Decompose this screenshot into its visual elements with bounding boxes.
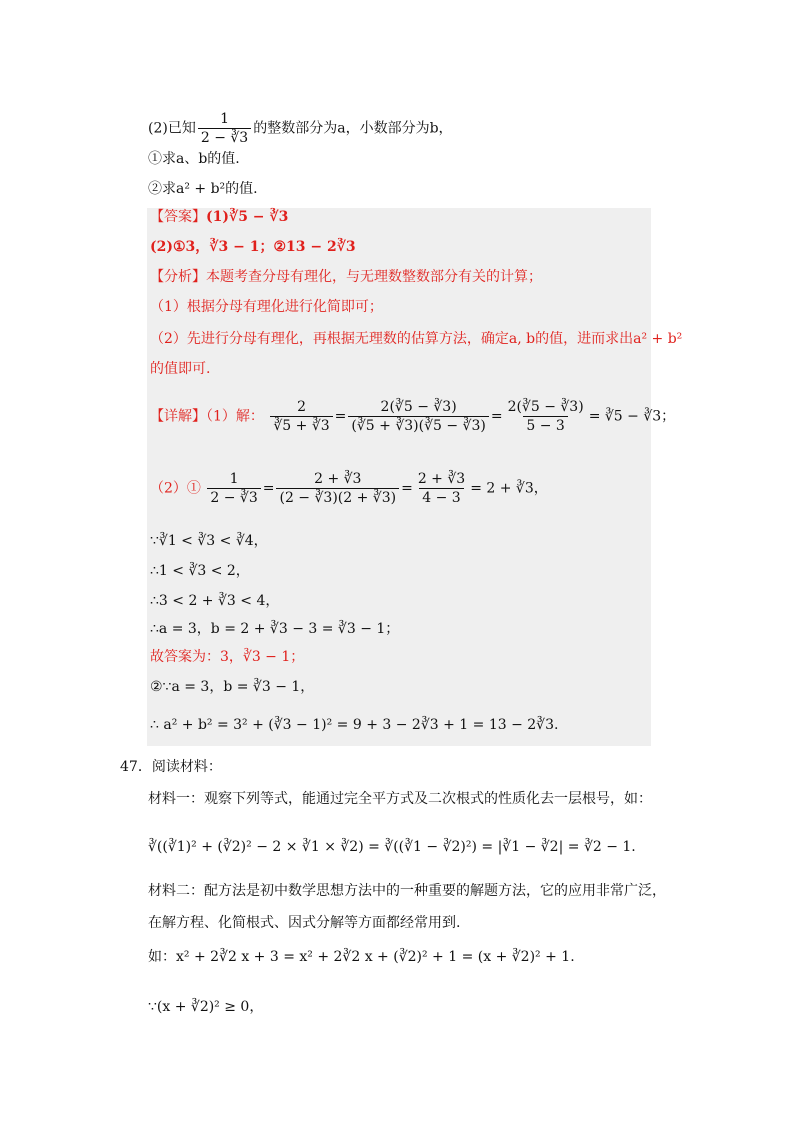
detail-l4: ∴a = 3，b = 2 + ∛3 − 3 = ∛3 − 1； [150,621,400,637]
p2-frac-3-den: 4 − 3 [419,488,463,507]
detail-l6: ②∵a = 3，b = ∛3 − 1， [150,679,315,695]
q47-material2: 材料二：配方法是初中数学思想方法中的一种重要的解题方法，它的应用非常广泛， [148,883,666,899]
detail-l2: ∴1 < ∛3 < 2， [150,563,250,579]
detail-l1: ∵∛1 < ∛3 < ∛4， [150,533,268,549]
detail-p2-label: （2）① [150,480,201,497]
answer-part2: (2)①3，∛3 − 1；②13 − 2∛3 [150,239,356,255]
p2-frac-1-num: 1 [229,471,239,487]
p1-frac-2-den: (∛5 + ∛3)(∛5 − ∛3) [348,416,488,435]
p2-frac-1-den: 2 − ∛3 [207,488,260,507]
detail-l7: ∴ a² + b² = 3² + (∛3 − 1)² = 9 + 3 − 2∛3 + 1 = 13 − 2∛3. [150,717,559,733]
eq-sign: = [334,408,347,425]
p1-frac-2-num: 2(∛5 − ∛3) [380,399,457,415]
q47-material1-eq: ∛((∛1)² + (∛2)² − 2 × ∛1 × ∛2) = ∛((∛1 − ∛2)²) = |∛1 − ∛2| = ∛2 − 1. [148,839,636,855]
p2-frac-2-num: 2 + ∛3 [314,471,362,487]
p1-tail: = ∛5 − ∛3； [588,408,676,425]
p1-frac-3-den: 5 − 3 [523,416,567,435]
p2-frac-1 [207,470,260,507]
analysis-line [150,266,542,288]
p2-tail: = 2 + ∛3， [470,480,548,497]
q47-material2b: 在解方程、化简根式、因式分解等方面都经常用到. [148,915,461,931]
p2-frac-2-den: (2 − ∛3)(2 + ∛3) [276,488,399,507]
p2-frac-3-num: 2 + ∛3 [417,471,466,487]
q2-rest: 的整数部分为a，小数部分为b， [253,120,453,137]
p2-frac-2 [276,470,399,507]
p1-frac-2 [348,398,488,435]
detail-part2 [150,470,548,507]
question-2 [148,110,453,147]
eq-sign: = [490,408,503,425]
q2-sub1: ①求a、b的值. [148,151,240,167]
p1-frac-1 [270,398,332,435]
answer-tag: 【答案】 [150,209,206,225]
q2-sub2: ②求a² + b²的值. [148,181,258,197]
q47-material2-eq: 如：x² + 2∛2 x + 3 = x² + 2∛2 x + (∛2)² + 1 = (x + ∛2)² + 1. [148,949,575,965]
q2-frac-num: 1 [220,111,229,127]
answer-part1: (1)∛5 − ∛3 [206,209,289,225]
detail-tag: 【详解】 [150,408,206,425]
p1-frac-3 [505,398,587,435]
p1-frac-3-num: 2(∛5 − ∛3) [507,399,584,415]
p2-frac-3 [415,470,468,507]
p1-frac-1-num: 2 [297,399,306,415]
analysis-step2b: 的值即可. [150,361,211,377]
analysis-step1: （1）根据分母有理化进行化简即可； [150,299,383,315]
q47-label: 47．阅读材料： [120,759,222,775]
detail-part1 [150,398,675,435]
detail-l3: ∴3 < 2 + ∛3 < 4， [150,593,280,609]
answer-line-1 [150,206,288,228]
detail-l5: 故答案为：3，∛3 − 1； [150,649,305,665]
p1-frac-1-den: ∛5 + ∛3 [270,416,332,435]
q47-material1: 材料一：观察下列等式，能通过完全平方式及二次根式的性质化去一层根号，如： [148,791,652,807]
analysis-step2: （2）先进行分母有理化，再根据无理数的估算方法，确定a, b的值，进而求出a² + b² [150,331,683,347]
eq-sign: = [262,480,275,497]
eq-sign: = [401,480,413,497]
analysis-intro: 本题考查分母有理化，与无理数整数部分有关的计算； [206,269,542,285]
q47-material2-eq2: ∵(x + ∛2)² ≥ 0， [148,999,264,1015]
detail-p1-label: （1）解： [206,408,264,425]
q2-frac-den: 2 − ∛3 [198,128,251,147]
q2-label: (2)已知 [148,120,196,137]
q2-fraction [198,110,251,147]
analysis-tag: 【分析】 [150,269,206,285]
